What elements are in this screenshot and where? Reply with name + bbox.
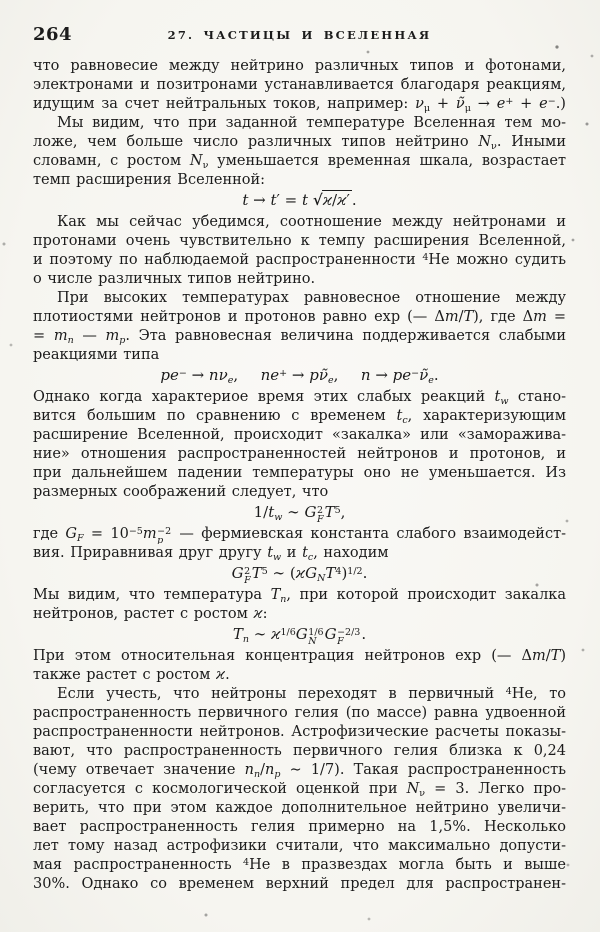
text-line: (чему отвечает значение $n_n/n_p$ ∼ 1/7). Такая распространенность bbox=[33, 762, 566, 780]
text-line: электронами и позитронами устанавливается благодаря реакциям, bbox=[33, 77, 566, 93]
text-line: ложе, чем больше число различных типов нейтрино $N_\nu$. Иными bbox=[33, 134, 566, 152]
text-line: ние» отношения распространенностей нейтронов и протонов, и bbox=[33, 446, 566, 462]
display-formula: $T_n$ ∼ $ϰ^{1/6}G$ 1/6 N G −2/3 F . bbox=[232, 625, 367, 647]
text-line: Мы видим, что при заданной температуре Вселенная тем мо- bbox=[57, 115, 566, 131]
running-head: 27. ЧАСТИЦЫ И ВСЕЛЕННАЯ bbox=[167, 28, 432, 42]
text-line: идущим за счет нейтральных токов, например: $\nu_\mu$ + $\nũ_\mu \to e^+ + e^-$.) bbox=[33, 95, 566, 114]
display-formula: t → t′ = t √ϰ/ϰ′ . bbox=[242, 191, 357, 209]
text-line: Однако когда характериое время этих слабых реакций $t_w$ стано- bbox=[33, 389, 566, 407]
text-line: вают, что распространенность первичного гелия близка к 0,24 bbox=[33, 743, 566, 759]
text-line: вится большим по сравнению с временем $t_c$, характеризующим bbox=[33, 408, 566, 426]
text-line: = $m_n$ — $m_p$. Эта равновесная величина поддерживается слабыми bbox=[33, 328, 566, 346]
text-line: мая распространенность $^4$He в празвездах могла быть и выше bbox=[33, 856, 566, 873]
text-line: реакциями типа bbox=[33, 347, 160, 363]
text-line: где $G_F = 10^{-5}m$ −2 p — фермиевская константа слабого взаимодейст- bbox=[33, 525, 566, 544]
text-line: размерных соображений следует, что bbox=[33, 484, 329, 500]
text-line: о числе различных типов нейтрино. bbox=[33, 271, 316, 287]
text-line: вает распространенность гелия примерно на 1,5%. Несколько bbox=[33, 819, 566, 835]
text-line: лет тому назад астрофизики считали, что максимально допусти- bbox=[33, 838, 566, 854]
text-line: При этом относительная концентрация нейтронов exp (— Δm/T) bbox=[33, 648, 566, 664]
display-formula: $pe^- \to n\nu_e$, $ne^+ \to p\nũ_e$, $n \to pe^-\nũ_e$. bbox=[160, 366, 439, 386]
text-line: распространенности нейтронов. Астрофизические расчеты показы- bbox=[33, 724, 566, 740]
text-line: Мы видим, что температура $T_n$, при которой происходит закалка bbox=[33, 587, 566, 605]
text-line: также растет с ростом ϰ. bbox=[33, 667, 230, 683]
text-line: Как мы сейчас убедимся, соотношение между нейтронами и bbox=[57, 214, 566, 230]
text-line: распространенность первичного гелия (по массе) равна удвоенной bbox=[33, 705, 566, 721]
text-line: при дальнейшем падении температуры оно не уменьшается. Из bbox=[33, 465, 566, 481]
scan-artifacts bbox=[0, 0, 2, 2]
page-body bbox=[33, 57, 566, 894]
text-line: нейтронов, растет с ростом ϰ: bbox=[33, 606, 268, 622]
text-line: вия. Приравнивая друг другу $t_w$ и $t_c$, находим bbox=[33, 545, 389, 563]
text-line: согласуется с космологической оценкой при $N_\nu = 3$. Легко про- bbox=[33, 781, 566, 799]
text-line: темп расширения Вселенной: bbox=[33, 172, 266, 188]
text-line: словамн, с ростом $N_\nu$ уменьшается временная шкала, возрастает bbox=[33, 153, 566, 171]
text-line: что равновесие между нейтрино различных типов и фотонами, bbox=[33, 58, 566, 74]
text-line: и поэтому по наблюдаемой распространенности $^4$He можно судить bbox=[33, 251, 566, 268]
page-header bbox=[33, 24, 566, 44]
page-number: 264 bbox=[33, 24, 73, 45]
text-line: расширение Вселенной, происходит «закалка» или «заморажива- bbox=[33, 427, 566, 443]
text-line: протонами очень чувствительно к темпу расширения Вселенной, bbox=[33, 233, 566, 249]
text-line: верить, что при этом каждое дополнительное нейтрино увеличи- bbox=[33, 800, 566, 816]
display-formula: $1/t_w$ ∼ G 2 F $T^5$, bbox=[253, 503, 346, 525]
display-formula: G 2 F $T^5$ ∼ $(ϰG_NT^4)^{1/2}$. bbox=[231, 564, 368, 586]
text-line: Если учесть, что нейтроны переходят в первичный $^4$He, то bbox=[57, 685, 566, 702]
text-line: При высоких температурах равновесное отношение между bbox=[57, 290, 566, 306]
text-line: 30%. Однако со временем верхний предел для распространен- bbox=[33, 876, 566, 892]
text-line: плотиостями нейтронов и протонов равно exp (— Δm/T), где Δm = bbox=[33, 309, 566, 325]
